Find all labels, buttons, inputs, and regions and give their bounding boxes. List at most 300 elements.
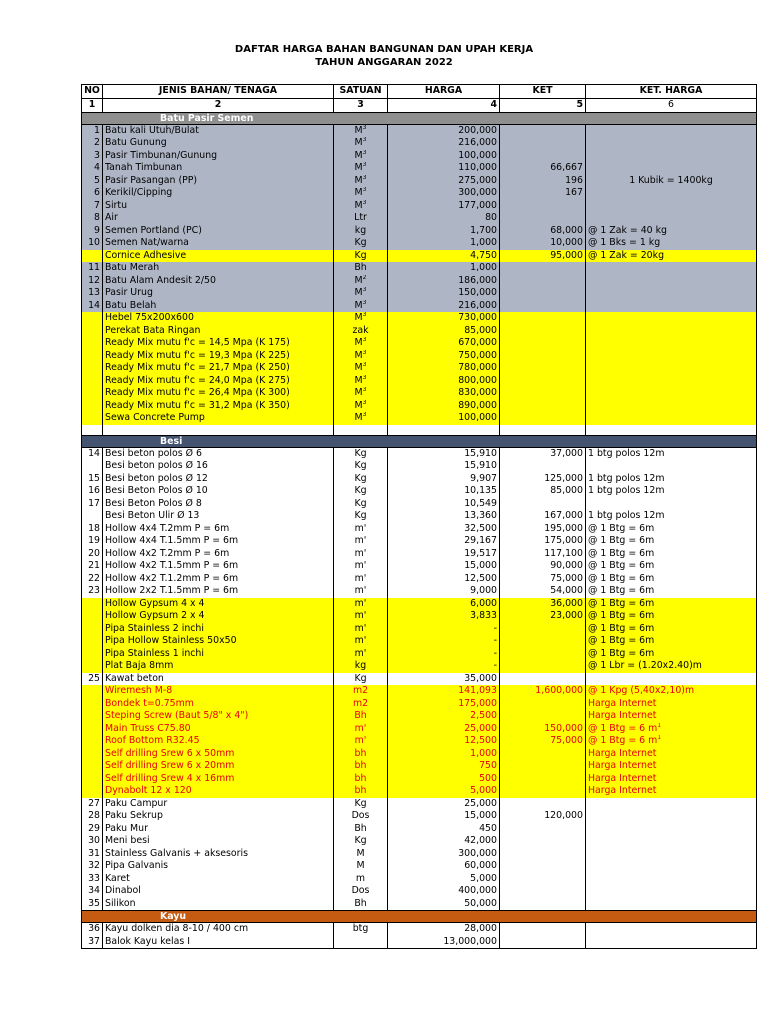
cell-no-text: 12 (88, 274, 100, 286)
cell-satuan (334, 375, 388, 388)
cell-no (82, 573, 103, 586)
cell-satuan-text: btg (352, 923, 369, 934)
cell-satuan (334, 560, 388, 573)
cell-jenis (103, 473, 334, 486)
cell-harga (388, 860, 500, 873)
cell-no (82, 710, 103, 723)
cell-satuan (334, 698, 388, 711)
cell-harga (388, 748, 500, 761)
table-row (82, 698, 757, 711)
cell-ket (500, 262, 586, 275)
table-row (82, 485, 757, 498)
table-body (82, 112, 757, 949)
cell-harga (388, 337, 500, 350)
cell-harga-text: 5,000 (470, 872, 497, 884)
cell-satuan (334, 848, 388, 861)
cell-jenis (103, 823, 334, 836)
cell-no (82, 560, 103, 573)
cell-ket-harga (586, 923, 757, 936)
col-number-6: 6 (586, 99, 757, 113)
table-row (82, 623, 757, 636)
cell-harga-text: 150,000 (458, 287, 497, 298)
cell-ket-harga-text: @ 1 Btg = 6m (588, 635, 655, 646)
cell-satuan-text: m' (354, 622, 367, 634)
cell-jenis (103, 573, 334, 586)
cell-ket-harga-text: @ 1 Btg = 6m (588, 622, 655, 634)
cell-ket-harga-text: 1 btg polos 12m (588, 510, 665, 521)
cell-harga-text: 175,000 (458, 697, 497, 709)
cell-jenis (103, 785, 334, 798)
cell-satuan (334, 175, 388, 188)
cell-jenis-text: Self drilling Srew 4 x 16mm (105, 772, 235, 784)
cell-ket-harga-text: @ 1 Kpg (5,40x2,10)m (588, 685, 695, 696)
cell-satuan-text: M (354, 124, 363, 136)
cell-ket-text: 37,000 (550, 447, 583, 459)
cell-jenis-text: Besi beton polos Ø 12 (105, 472, 208, 484)
cell-no-text: 28 (88, 810, 100, 821)
cell-jenis-text: Pipa Stainless 2 inchi (105, 622, 204, 634)
cell-no (82, 673, 103, 686)
cell-ket-harga (586, 175, 757, 188)
header-ket-harga: KET. HARGA (586, 85, 757, 99)
cell-harga (388, 598, 500, 611)
cell-harga (388, 225, 500, 238)
cell-jenis-text: Hollow Gypsum 2 x 4 (105, 610, 205, 621)
cell-ket-harga (586, 237, 757, 250)
cell-jenis-text: Balok Kayu kelas I (105, 935, 190, 947)
cell-jenis (103, 510, 334, 523)
table-row (82, 848, 757, 861)
cell-ket-harga-text: @ 1 Btg = 6m (588, 535, 655, 546)
cell-ket-harga-text: @ 1 Btg = 6m (588, 610, 655, 621)
cell-satuan-text: m' (354, 610, 367, 621)
cell-jenis (103, 337, 334, 350)
cell-harga-text: 19,517 (464, 547, 497, 559)
cell-ket (500, 460, 586, 473)
cell-satuan-text: Kg (354, 472, 367, 484)
cell-no (82, 287, 103, 300)
cell-satuan-text: M (354, 299, 363, 311)
cell-harga-text: 1,000 (470, 262, 497, 273)
cell-ket (500, 798, 586, 811)
cell-harga (388, 275, 500, 288)
cell-no (82, 585, 103, 598)
cell-ket-text: 23,000 (550, 610, 583, 621)
cell-satuan-text: m' (354, 735, 367, 746)
cell-no-text: 21 (88, 560, 100, 571)
cell-satuan-text: Bh (354, 710, 367, 721)
cell-satuan-text: Bh (354, 822, 367, 834)
cell-no (82, 262, 103, 275)
cell-harga (388, 835, 500, 848)
cell-ket (500, 350, 586, 363)
cell-ket (500, 473, 586, 486)
cell-satuan-text: M (354, 349, 363, 361)
cell-jenis-text: Pasir Urug (105, 287, 153, 298)
cell-jenis (103, 685, 334, 698)
cell-ket (500, 623, 586, 636)
header-ket: KET (500, 85, 586, 99)
cell-ket-harga-text: 1 Kubik = 1400kg (629, 174, 713, 186)
cell-jenis (103, 936, 334, 949)
cell-ket (500, 510, 586, 523)
cell-satuan (334, 162, 388, 175)
cell-harga (388, 412, 500, 425)
cell-ket-harga-text: @ 1 Btg = 6m (588, 585, 655, 596)
cell-ket-harga (586, 610, 757, 623)
cell-jenis (103, 623, 334, 636)
cell-satuan-text: M (354, 374, 363, 386)
cell-jenis-text: Stainless Galvanis + aksesoris (105, 847, 248, 859)
cell-satuan (334, 735, 388, 748)
cell-jenis-text: Sirtu (105, 199, 128, 211)
cell-ket-text: 75,000 (550, 572, 583, 584)
cell-satuan-text: Dos (351, 885, 370, 896)
cell-ket (500, 337, 586, 350)
cell-ket-harga (586, 660, 757, 673)
table-row (82, 635, 757, 648)
cell-satuan-text: M (354, 412, 363, 423)
cell-satuan (334, 510, 388, 523)
cell-no-text: 16 (88, 485, 100, 496)
cell-satuan-text: Ltr (354, 212, 367, 223)
cell-ket (500, 535, 586, 548)
section-label: Kayu (82, 911, 757, 923)
col-number-4: 4 (388, 99, 500, 113)
cell-harga-text: 830,000 (458, 387, 497, 398)
cell-no (82, 325, 103, 338)
cell-satuan (334, 362, 388, 375)
cell-ket-text: 195,000 (544, 522, 583, 534)
cell-ket-harga (586, 810, 757, 823)
cell-harga (388, 873, 500, 886)
cell-satuan-text: M (354, 137, 363, 148)
cell-harga-text: 2,500 (470, 710, 497, 721)
cell-jenis (103, 898, 334, 911)
cell-jenis-text: Air (105, 212, 118, 223)
blank-cell (334, 425, 388, 436)
cell-satuan-text: M (354, 174, 363, 186)
unit-superscript: 3 (362, 312, 367, 318)
cell-jenis-text: Kayu dolken dia 8-10 / 400 cm (105, 923, 249, 934)
cell-jenis (103, 723, 334, 736)
cell-no-text: 3 (94, 149, 100, 161)
cell-no (82, 362, 103, 375)
cell-jenis-text: Ready Mix mutu f'c = 24,0 Mpa (K 275) (105, 374, 290, 386)
cell-harga (388, 498, 500, 511)
cell-satuan (334, 535, 388, 548)
unit-superscript: 3 (362, 149, 367, 156)
cell-no (82, 810, 103, 823)
cell-no-text: 34 (88, 885, 100, 896)
cell-ket-harga (586, 250, 757, 263)
cell-no (82, 748, 103, 761)
cell-no-text: 20 (88, 547, 100, 559)
cell-no (82, 300, 103, 313)
cell-jenis-text: Kawat beton (105, 672, 164, 684)
cell-harga (388, 810, 500, 823)
cell-jenis (103, 124, 334, 137)
cell-no-text: 30 (88, 835, 100, 846)
cell-ket (500, 648, 586, 661)
cell-harga (388, 560, 500, 573)
cell-satuan (334, 773, 388, 786)
col-number-1: 1 (82, 99, 103, 113)
cell-ket (500, 325, 586, 338)
cell-jenis (103, 400, 334, 413)
table-row (82, 137, 757, 150)
cell-satuan (334, 835, 388, 848)
cell-harga (388, 350, 500, 363)
cell-ket-harga-text: 1 btg polos 12m (588, 472, 665, 484)
cell-no (82, 798, 103, 811)
cell-ket-text: 117,100 (544, 547, 583, 559)
cell-ket (500, 748, 586, 761)
cell-ket-harga-text: @ 1 Zak = 20kg (588, 249, 665, 261)
cell-ket (500, 723, 586, 736)
cell-ket-harga (586, 325, 757, 338)
cell-satuan-text: M (354, 312, 363, 323)
table-row (82, 212, 757, 225)
cell-satuan (334, 262, 388, 275)
cell-satuan (334, 287, 388, 300)
cell-jenis-text: Hollow 4x4 T.1.5mm P = 6m (105, 535, 239, 546)
cell-no (82, 400, 103, 413)
cell-no (82, 548, 103, 561)
cell-ket-harga-text: @ 1 Btg = 6 m (588, 735, 658, 746)
cell-harga-text: 300,000 (458, 187, 497, 198)
cell-jenis (103, 610, 334, 623)
unit-superscript: 3 (362, 287, 367, 293)
cell-jenis (103, 237, 334, 250)
cell-ket-harga (586, 585, 757, 598)
cell-ket-harga (586, 375, 757, 388)
cell-no (82, 648, 103, 661)
table-row (82, 923, 757, 936)
col-number-2: 2 (103, 99, 334, 113)
cell-satuan (334, 648, 388, 661)
cell-no (82, 124, 103, 137)
cell-harga (388, 785, 500, 798)
cell-ket-harga-text: @ 1 Btg = 6m (588, 522, 655, 534)
cell-harga-text: 35,000 (464, 672, 497, 684)
header-row (82, 85, 757, 99)
cell-ket-text: 167,000 (544, 510, 583, 521)
cell-harga (388, 548, 500, 561)
table-row (82, 773, 757, 786)
cell-ket (500, 835, 586, 848)
cell-no (82, 137, 103, 150)
cell-satuan-text: m' (354, 535, 367, 546)
blank-cell (82, 425, 103, 436)
cell-harga-text: 15,000 (464, 560, 497, 571)
cell-jenis (103, 362, 334, 375)
cell-satuan (334, 124, 388, 137)
unit-superscript: 3 (362, 337, 367, 343)
table-row (82, 598, 757, 611)
cell-harga-text: 400,000 (458, 885, 497, 896)
cell-ket-text: 175,000 (544, 535, 583, 546)
cell-ket (500, 773, 586, 786)
cell-harga (388, 262, 500, 275)
table-row (82, 400, 757, 413)
cell-harga-text: - (493, 635, 497, 646)
cell-harga (388, 312, 500, 325)
cell-jenis-text: Batu kali Utuh/Bulat (105, 124, 199, 136)
cell-jenis (103, 137, 334, 150)
cell-no-text: 19 (88, 535, 100, 546)
cell-ket-harga (586, 673, 757, 686)
cell-harga-text: 15,000 (464, 810, 497, 821)
cell-satuan (334, 300, 388, 313)
cell-ket-harga (586, 225, 757, 238)
table-row (82, 648, 757, 661)
cell-harga (388, 885, 500, 898)
cell-jenis-text: Semen Nat/warna (105, 237, 189, 248)
table-row (82, 523, 757, 536)
cell-jenis (103, 848, 334, 861)
column-number-row (82, 99, 757, 113)
cell-no (82, 212, 103, 225)
cell-ket-text: 85,000 (550, 485, 583, 496)
table-row (82, 175, 757, 188)
cell-satuan-text: bh (354, 785, 367, 796)
cell-satuan (334, 275, 388, 288)
cell-jenis-text: Besi beton polos Ø 16 (105, 460, 208, 471)
cell-jenis (103, 225, 334, 238)
cell-no-text: 29 (88, 822, 100, 834)
cell-ket-harga-text: Harga Internet (588, 785, 657, 796)
cell-ket-harga (586, 598, 757, 611)
header-harga: HARGA (388, 85, 500, 99)
cell-jenis-text: Cornice Adhesive (105, 249, 187, 261)
cell-jenis-text: Kerikil/Cipping (105, 187, 173, 198)
cell-jenis-text: Bondek t=0.75mm (105, 697, 194, 709)
cell-satuan-text: m' (354, 572, 367, 584)
table-row (82, 325, 757, 338)
cell-ket-harga-text: @ 1 Zak = 40 kg (588, 224, 668, 236)
cell-no (82, 498, 103, 511)
price-table (81, 84, 757, 949)
cell-jenis (103, 485, 334, 498)
cell-jenis (103, 673, 334, 686)
cell-satuan (334, 200, 388, 213)
cell-jenis (103, 312, 334, 325)
cell-no (82, 447, 103, 460)
table-row (82, 548, 757, 561)
cell-no (82, 275, 103, 288)
cell-ket (500, 175, 586, 188)
cell-harga (388, 760, 500, 773)
cell-jenis (103, 300, 334, 313)
cell-satuan-text: M (354, 187, 363, 198)
cell-no-text: 13 (88, 287, 100, 298)
cell-harga-text: 200,000 (458, 124, 497, 136)
cell-ket (500, 312, 586, 325)
cell-harga (388, 400, 500, 413)
cell-ket-harga (586, 350, 757, 363)
cell-harga (388, 648, 500, 661)
cell-ket-harga (586, 312, 757, 325)
cell-jenis-text: Silikon (105, 897, 136, 909)
cell-satuan-text: m' (354, 585, 367, 596)
cell-jenis-text: Ready Mix mutu f'c = 31,2 Mpa (K 350) (105, 399, 290, 411)
cell-jenis-text: Batu Merah (105, 262, 160, 273)
cell-ket-harga (586, 623, 757, 636)
cell-no (82, 635, 103, 648)
cell-satuan-text: Bh (354, 897, 367, 909)
cell-jenis (103, 923, 334, 936)
cell-harga (388, 187, 500, 200)
cell-harga-text: 750 (479, 760, 497, 771)
cell-ket-harga (586, 860, 757, 873)
cell-harga (388, 673, 500, 686)
cell-satuan-text: m' (354, 597, 367, 609)
cell-ket-harga (586, 898, 757, 911)
cell-harga (388, 162, 500, 175)
cell-jenis-text: Wiremesh M-8 (105, 685, 173, 696)
cell-ket-harga (586, 485, 757, 498)
table-row (82, 835, 757, 848)
section-label: Besi (82, 435, 757, 447)
cell-ket-harga (586, 473, 757, 486)
blank-cell (388, 425, 500, 436)
cell-harga-text: 1,000 (470, 237, 497, 248)
cell-no (82, 460, 103, 473)
cell-jenis (103, 212, 334, 225)
cell-jenis (103, 798, 334, 811)
cell-satuan-text: Kg (354, 460, 367, 471)
cell-harga-text: 216,000 (458, 299, 497, 311)
table-row (82, 573, 757, 586)
unit-superscript: 3 (362, 187, 367, 193)
cell-no-text: 2 (94, 137, 100, 148)
cell-ket-harga-text: Harga Internet (588, 747, 657, 759)
cell-no (82, 510, 103, 523)
cell-harga (388, 150, 500, 163)
cell-no (82, 523, 103, 536)
cell-harga-text: 60,000 (464, 860, 497, 871)
cell-ket-text: 95,000 (550, 249, 583, 261)
table-row (82, 187, 757, 200)
cell-no (82, 225, 103, 238)
cell-no-text: 23 (88, 585, 100, 596)
cell-satuan-text: Bh (354, 262, 367, 273)
cell-jenis-text: Pasir Timbunan/Gunung (105, 149, 218, 161)
table-row (82, 685, 757, 698)
cell-satuan (334, 485, 388, 498)
cell-ket (500, 200, 586, 213)
cell-harga (388, 573, 500, 586)
cell-harga-text: 800,000 (458, 374, 497, 386)
cell-harga-text: 9,907 (470, 472, 497, 484)
cell-satuan (334, 923, 388, 936)
cell-ket-harga (586, 685, 757, 698)
cell-jenis-text: Perekat Bata Ringan (105, 324, 201, 336)
cell-ket-harga-text: @ 1 Btg = 6m (588, 597, 655, 609)
cell-jenis (103, 810, 334, 823)
cell-harga (388, 325, 500, 338)
cell-jenis-text: Self drilling Srew 6 x 50mm (105, 747, 235, 759)
cell-harga-text: 450 (479, 822, 497, 834)
table-row (82, 412, 757, 425)
cell-satuan-text: Kg (354, 249, 367, 261)
table-row (82, 237, 757, 250)
cell-harga (388, 137, 500, 150)
header-no: NO (82, 85, 103, 99)
cell-ket-harga (586, 187, 757, 200)
section-label: Batu Pasir Semen (82, 112, 757, 124)
